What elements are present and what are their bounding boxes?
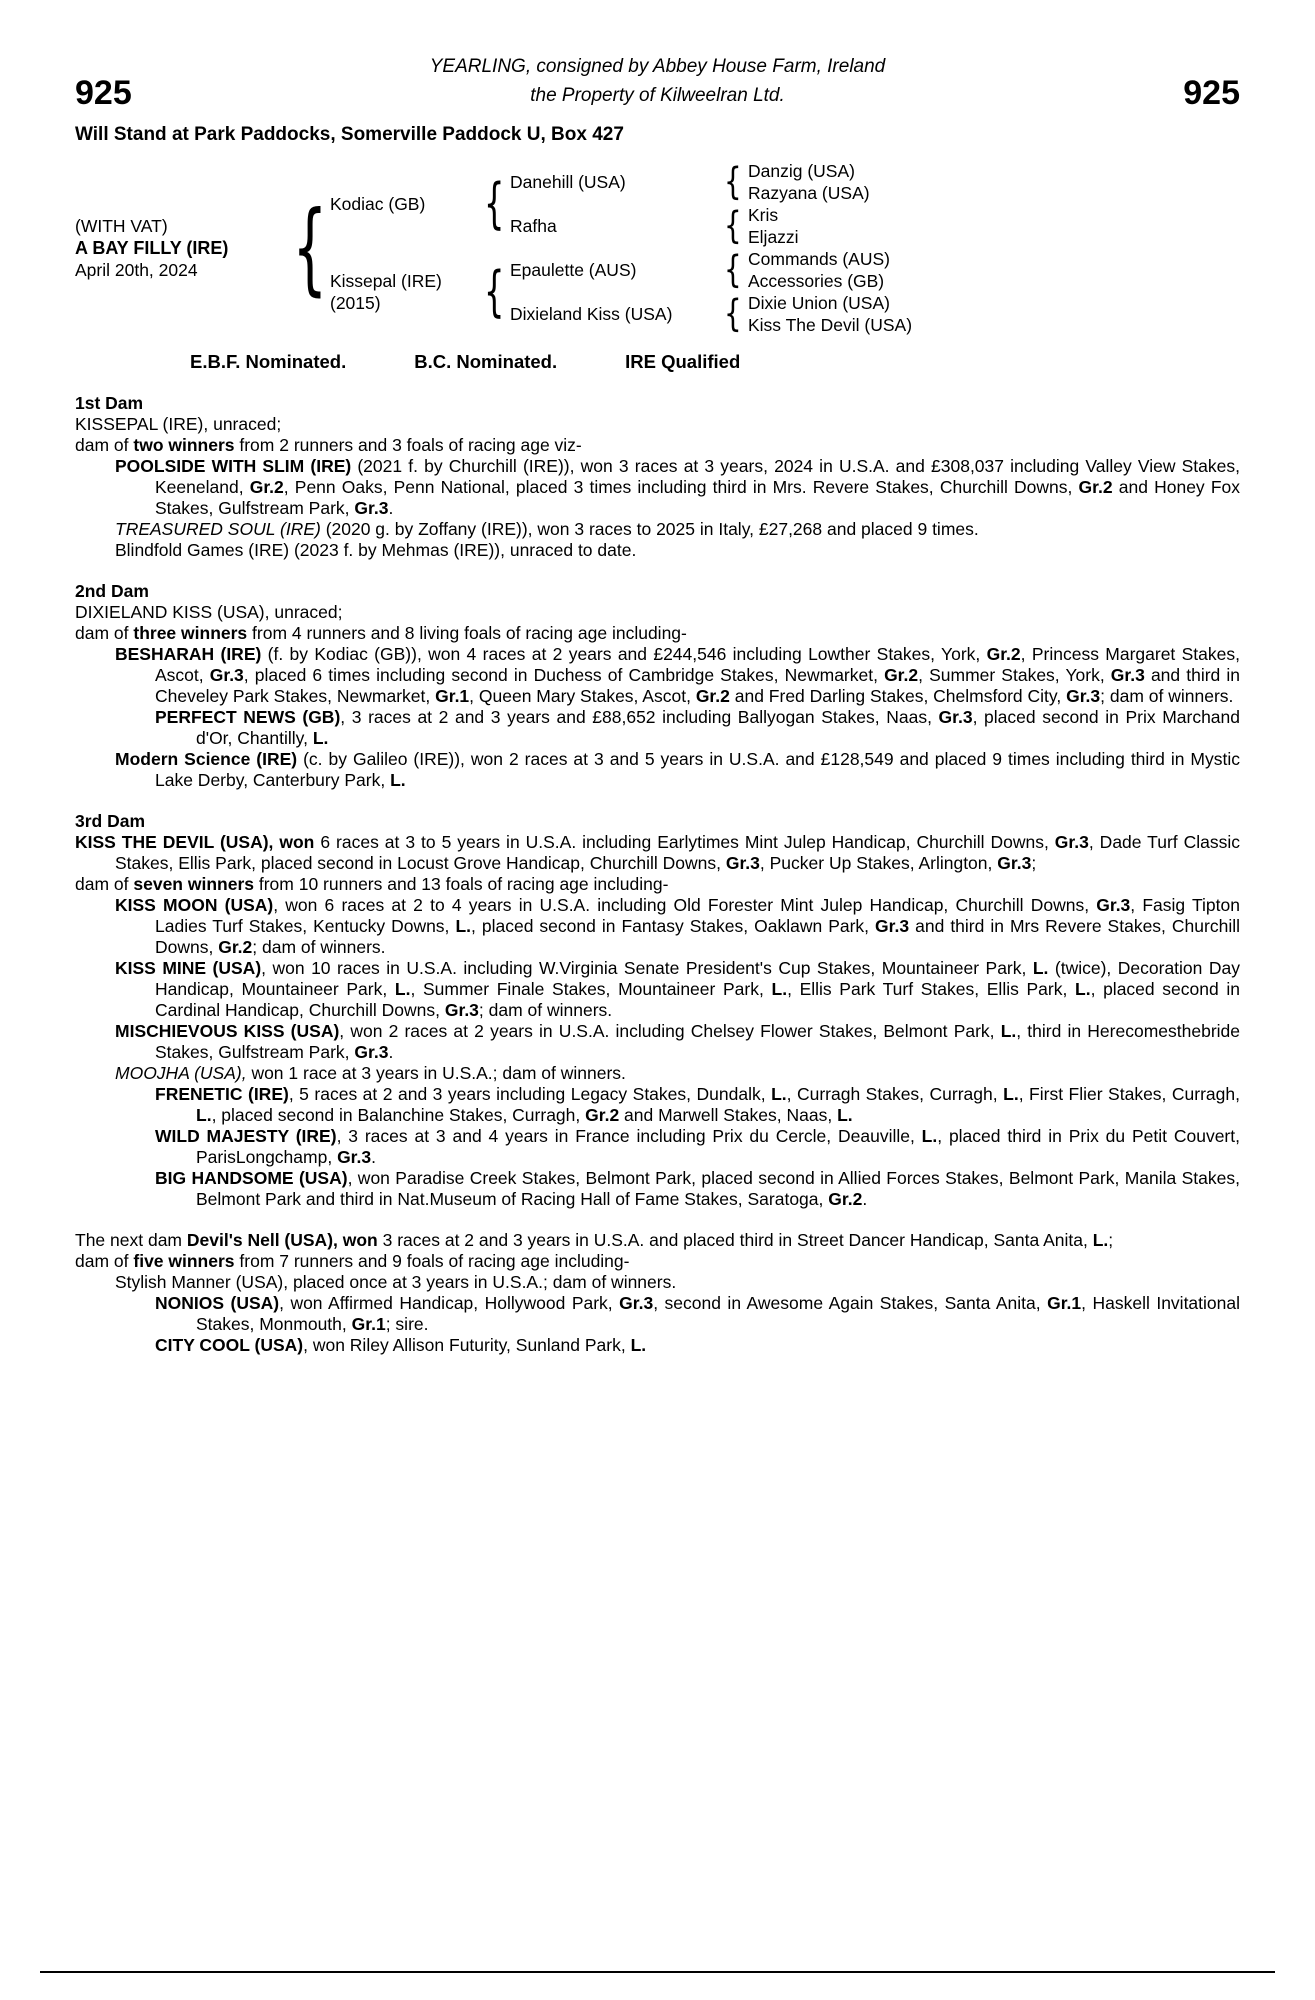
text-run: , placed second in Balanchine Stakes, Curragh, [211, 1105, 586, 1125]
text-run: BESHARAH (IRE) [115, 644, 262, 664]
text-run: , placed 6 times including second in Duchess of Cambridge Stakes, Newmarket, [243, 665, 885, 685]
text-run: 6 races at 3 to 5 years in U.S.A. including Earlytimes Mint Julep Handicap, Churchill Downs, [314, 832, 1055, 852]
text-run: , placed second in Prix Marchand d'Or, Chantilly, [196, 707, 1241, 748]
dam-sire-dam-name: Accessories (GB) [748, 271, 885, 291]
text-run: KISS MOON (USA) [115, 895, 274, 915]
text-run: 2nd Dam [75, 581, 149, 601]
text-run: Gr.3 [354, 498, 389, 518]
text-run: (twice), Decoration Day Handicap, Mountaineer Park, [155, 958, 1240, 999]
text-run: five winners [133, 1251, 235, 1271]
text-run: and third in Mrs Revere Stakes, Churchill Downs, [155, 916, 1240, 957]
text-run: , Penn Oaks, Penn National, placed 3 times including third in Mrs. Revere Stakes, Churchill Downs, [283, 477, 1079, 497]
text-run: ; dam of winners. [252, 937, 386, 957]
foal-date: April 20th, 2024 [75, 260, 198, 280]
text-run: ; dam of winners. [478, 1000, 613, 1020]
text-block [75, 519, 1240, 540]
text-run: , Summer Stakes, York, [918, 665, 1111, 685]
text-run: , Summer Finale Stakes, Mountaineer Park, [410, 979, 772, 999]
text-run: L. [196, 1105, 212, 1125]
bc-nominated-label: B.C. Nominated. [414, 351, 558, 372]
text-run: Gr.2 [1078, 477, 1113, 497]
text-run: 3rd Dam [75, 811, 146, 831]
property-line: the Property of Kilweelran Ltd. [530, 85, 785, 106]
text-block [75, 1251, 1240, 1272]
dam-dam-name: Dixieland Kiss (USA) [510, 304, 673, 324]
text-run: Gr.2 [828, 1189, 863, 1209]
text-run: POOLSIDE WITH SLIM (IRE) [115, 456, 352, 476]
text-run: KISSEPAL (IRE), unraced; [75, 414, 282, 434]
text-run: , Princess Margaret Stakes, Ascot, [155, 644, 1240, 685]
text-run: from 10 runners and 13 foals of racing age including- [254, 874, 669, 894]
text-block [75, 414, 1240, 435]
text-run: , won Affirmed Handicap, Hollywood Park, [279, 1293, 620, 1313]
nominations-line [75, 351, 1240, 373]
text-run: Gr.3 [619, 1293, 654, 1313]
text-block [75, 456, 1240, 519]
brace-generation-1: { [292, 189, 328, 306]
text-block [75, 623, 1240, 644]
text-run: BIG HANDSOME (USA) [155, 1168, 348, 1188]
brace-sire-sire-parents: { [724, 160, 742, 204]
text-run: L. [1000, 1021, 1017, 1041]
text-run: Gr.3 [1096, 895, 1131, 915]
text-block [75, 602, 1240, 623]
text-run: L. [1032, 958, 1049, 978]
text-run: dam of [75, 435, 134, 455]
text-block [75, 958, 1240, 1021]
text-run: Gr.1 [1047, 1293, 1082, 1313]
brace-dam-dam-parents: { [724, 292, 742, 336]
text-run: . [371, 1147, 376, 1167]
dam-dam-dam-name: Kiss The Devil (USA) [748, 315, 913, 335]
text-run: 3 races at 2 and 3 years in U.S.A. and placed third in Street Dancer Handicap, Santa Anita, [377, 1230, 1093, 1250]
text-run: , Curragh Stakes, Curragh, [786, 1084, 1004, 1104]
text-run: Stylish Manner (USA), placed once at 3 years in U.S.A.; dam of winners. [115, 1272, 677, 1292]
sire-sire-sire-name: Danzig (USA) [748, 161, 855, 181]
dam-year: (2015) [330, 293, 381, 313]
text-run: FRENETIC (IRE) [155, 1084, 289, 1104]
text-run: The next dam [75, 1230, 187, 1250]
text-run: Gr.3 [725, 853, 760, 873]
text-run: L. [455, 916, 471, 936]
text-run: , Ellis Park Turf Stakes, Ellis Park, [787, 979, 1075, 999]
text-run: L. [1092, 1230, 1109, 1250]
text-run: (c. by Galileo (IRE)), won 2 races at 3 and 5 years in U.S.A. and £128,549 and placed 9 times including third in Mystic Lake Derby, Canterbury Park, [155, 749, 1240, 790]
text-block [75, 1168, 1240, 1210]
text-run: won 1 race at 3 years in U.S.A.; dam of winners. [246, 1063, 626, 1083]
brace-dam-parents: { [483, 259, 505, 323]
text-run: Modern Science (IRE) [115, 749, 298, 769]
text-run: L. [1075, 979, 1091, 999]
text-run: dam of [75, 1251, 134, 1271]
text-run: Gr.2 [986, 644, 1021, 664]
lot-number-right: 925 [1183, 74, 1240, 112]
text-block [75, 540, 1240, 561]
text-block [75, 1230, 1240, 1251]
text-run: , placed second in Cardinal Handicap, Churchill Downs, [155, 979, 1240, 1020]
page-bottom-rule [40, 1971, 1275, 1973]
text-run: from 2 runners and 3 foals of racing age viz- [234, 435, 582, 455]
text-run: Gr.2 [585, 1105, 620, 1125]
text-run: and third in Cheveley Park Stakes, Newmarket, [155, 665, 1240, 706]
text-run: L. [771, 979, 788, 999]
text-run: , First Flier Stakes, Curragh, [1018, 1084, 1240, 1104]
text-run: ; [1031, 853, 1037, 873]
text-run: 1st Dam [75, 393, 144, 413]
text-block [75, 435, 1240, 456]
text-run: L. [1003, 1084, 1019, 1104]
lot-number-left: 925 [75, 74, 132, 112]
text-run: CITY COOL (USA) [155, 1335, 304, 1355]
dam-dam-sire-name: Dixie Union (USA) [748, 293, 890, 313]
text-run: (f. by Kodiac (GB)), won 4 races at 2 years and £244,546 including Lowther Stakes, York, [261, 644, 987, 664]
text-run: L. [312, 728, 329, 748]
sire-dam-dam-name: Eljazzi [748, 227, 799, 247]
text-run: ; dam of winners. [1100, 686, 1234, 706]
text-block [75, 1272, 1240, 1293]
brace-sire-parents: { [483, 171, 505, 235]
text-run: , Dade Turf Classic Stakes, Ellis Park, placed second in Locust Grove Handicap, Churchill Downs, [115, 832, 1240, 873]
text-run: , won 2 races at 2 years in U.S.A. including Chelsey Flower Stakes, Belmont Park, [339, 1021, 1001, 1041]
dam-name: Kissepal (IRE) [330, 271, 442, 291]
text-run: seven winners [133, 874, 254, 894]
text-run: L. [837, 1105, 853, 1125]
text-run: , placed third in Prix du Petit Couvert, ParisLongchamp, [196, 1126, 1240, 1167]
text-run: , won Riley Allison Futurity, Sunland Park, [303, 1335, 631, 1355]
text-run: , 5 races at 2 and 3 years including Legacy Stakes, Dundalk, [288, 1084, 772, 1104]
consignor-line: YEARLING, consigned by Abbey House Farm, Ireland [429, 56, 886, 77]
text-block [75, 874, 1240, 895]
text-run: ; [1108, 1230, 1114, 1250]
text-run: . [862, 1189, 868, 1209]
text-run: . [388, 498, 394, 518]
pedigree-details [75, 393, 1240, 1356]
text-block [75, 1063, 1240, 1084]
vat-note: (WITH VAT) [75, 216, 168, 236]
text-run: (2020 g. by Zoffany (IRE)), won 3 races to 2025 in Italy, £27,268 and placed 9 times. [320, 519, 979, 539]
ire-qualified-label: IRE Qualified [625, 351, 741, 372]
text-run: L. [771, 1084, 787, 1104]
sire-dam-sire-name: Kris [748, 205, 779, 225]
brace-dam-sire-parents: { [724, 248, 742, 292]
text-run: MOOJHA (USA), [115, 1063, 247, 1083]
text-block [75, 1126, 1240, 1168]
stand-location-line: Will Stand at Park Paddocks, Somerville Paddock U, Box 427 [75, 124, 624, 145]
text-block [75, 1084, 1240, 1126]
text-run: L. [394, 979, 411, 999]
sire-sire-name: Danehill (USA) [510, 172, 626, 192]
text-run: , placed second in Fantasy Stakes, Oaklawn Park, [471, 916, 876, 936]
dam-section-heading [75, 581, 1240, 602]
ebf-nominated-label: E.B.F. Nominated. [190, 351, 347, 372]
text-run: and Honey Fox Stakes, Gulfstream Park, [155, 477, 1241, 518]
text-run: Gr.2 [884, 665, 919, 685]
text-run: Gr.3 [938, 707, 973, 727]
text-run: dam of [75, 623, 134, 643]
sire-name: Kodiac (GB) [330, 194, 426, 214]
text-block [75, 749, 1240, 791]
text-run: , second in Awesome Again Stakes, Santa Anita, [653, 1293, 1048, 1313]
text-run: Gr.3 [354, 1042, 389, 1062]
text-run: , won 10 races in U.S.A. including W.Virginia Senate President's Cup Stakes, Mountaineer Park, [261, 958, 1033, 978]
text-run: and Fred Darling Stakes, Chelmsford City, [729, 686, 1067, 706]
header-center [215, 52, 1100, 110]
text-run: TREASURED SOUL (IRE) [115, 519, 321, 539]
text-run: MISCHIEVOUS KISS (USA) [115, 1021, 340, 1041]
text-run: Gr.2 [249, 477, 284, 497]
text-block [75, 644, 1240, 707]
text-run: Gr.3 [875, 916, 910, 936]
text-run: dam of [75, 874, 134, 894]
page-header [75, 52, 1240, 110]
text-run: , 3 races at 3 and 4 years in France including Prix du Cercle, Deauville, [336, 1126, 922, 1146]
text-run: , Pucker Up Stakes, Arlington, [759, 853, 998, 873]
text-run: , Haskell Invitational Stakes, Monmouth, [196, 1293, 1240, 1334]
text-block [75, 1021, 1240, 1063]
text-run: WILD MAJESTY (IRE) [155, 1126, 337, 1146]
text-block [75, 1335, 1240, 1356]
text-run: KISS MINE (USA) [115, 958, 262, 978]
text-run: Gr.2 [218, 937, 253, 957]
text-run: ; sire. [385, 1314, 429, 1334]
dam-name-block [330, 248, 478, 336]
text-run: PERFECT NEWS (GB) [155, 707, 341, 727]
text-run: Gr.2 [695, 686, 730, 706]
text-run: (2021 f. by Churchill (IRE)), won 3 races at 3 years, 2024 in U.S.A. and £308,037 including Valley View Stakes, Keeneland, [155, 456, 1240, 497]
text-run: L. [390, 770, 406, 790]
pedigree-tree [75, 160, 1240, 336]
text-run: , Queen Mary Stakes, Ascot, [469, 686, 696, 706]
text-run: from 4 runners and 8 living foals of racing age including- [247, 623, 687, 643]
dam-section-heading [75, 393, 1240, 414]
text-run: . [388, 1042, 394, 1062]
text-run: NONIOS (USA) [155, 1293, 280, 1313]
dam-sire-name: Epaulette (AUS) [510, 260, 637, 280]
text-run: , Fasig Tipton Ladies Turf Stakes, Kentucky Downs, [155, 895, 1240, 936]
text-run: L. [630, 1335, 647, 1355]
text-run: Gr.3 [1110, 665, 1145, 685]
text-run: Devil's Nell (USA), won [186, 1230, 378, 1250]
sire-dam-name: Rafha [510, 216, 557, 236]
text-run: DIXIELAND KISS (USA), unraced; [75, 602, 343, 622]
text-block [75, 707, 1240, 749]
horse-info [75, 160, 290, 336]
text-run: Gr.3 [1066, 686, 1101, 706]
text-run: , won Paradise Creek Stakes, Belmont Park, placed second in Allied Forces Stakes, Belmont Park, Manila Stakes, Belmont Park and third in Nat.Museum of Racing Hall of Fame Stakes, Saratoga, [196, 1168, 1240, 1209]
text-run: Gr.3 [1054, 832, 1089, 852]
text-run: Gr.3 [209, 665, 244, 685]
text-run: L. [921, 1126, 938, 1146]
text-run: three winners [133, 623, 248, 643]
text-run: KISS THE DEVIL (USA), won [75, 832, 315, 852]
horse-name: A BAY FILLY (IRE) [75, 238, 229, 258]
text-run: from 7 runners and 9 foals of racing age including- [234, 1251, 630, 1271]
text-run: Blindfold Games (IRE) (2023 f. by Mehmas (IRE)), unraced to date. [115, 540, 637, 560]
text-run: , won 6 races at 2 to 4 years in U.S.A. including Old Forester Mint Julep Handicap, Churchill Downs, [273, 895, 1097, 915]
text-run: Gr.3 [997, 853, 1032, 873]
text-run: and Marwell Stakes, Naas, [619, 1105, 838, 1125]
text-block [75, 895, 1240, 958]
brace-sire-dam-parents: { [724, 204, 742, 248]
dam-sire-sire-name: Commands (AUS) [748, 249, 890, 269]
text-run: Gr.1 [351, 1314, 386, 1334]
text-run: Gr.3 [337, 1147, 372, 1167]
text-run: , 3 races at 2 and 3 years and £88,652 including Ballyogan Stakes, Naas, [340, 707, 939, 727]
text-run: Gr.3 [444, 1000, 479, 1020]
text-run: two winners [133, 435, 235, 455]
text-block [75, 1293, 1240, 1335]
text-run: Gr.1 [435, 686, 470, 706]
sire-sire-dam-name: Razyana (USA) [748, 183, 870, 203]
dam-section-heading [75, 811, 1240, 832]
text-run: , third in Herecomesthebride Stakes, Gulfstream Park, [155, 1021, 1241, 1062]
text-block [75, 832, 1240, 874]
